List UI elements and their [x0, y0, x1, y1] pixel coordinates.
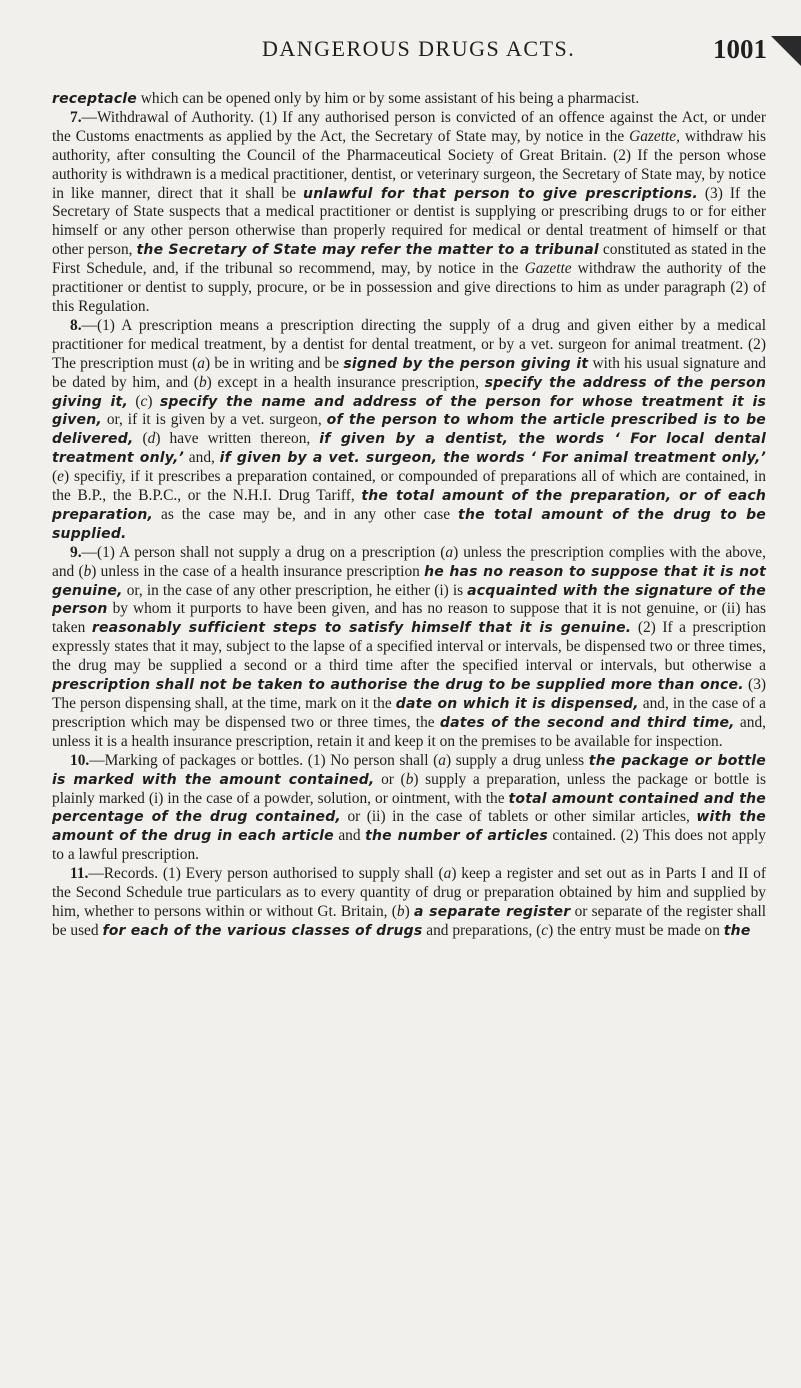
emphasis-text: prescription shall not be taken to authorise the drug to be supplied more than once. [52, 677, 744, 694]
emphasis-text: the number of articles [365, 828, 548, 845]
text-run: ) [147, 392, 160, 410]
emphasis-text: the Secretary of State may refer the matter to a tribunal [136, 242, 599, 259]
emphasis-text: receptacle [52, 91, 137, 107]
emphasis-text: total amount contained and the percentage of the drug contained, [52, 790, 766, 826]
italic-text: c [541, 921, 549, 939]
emphasis-text: the package or bottle is marked with the amount contained, [52, 752, 767, 788]
text-run: ) keep a register and set out as in Parts I and II of the Second Schedule true particulars as to every quantity of drug or preparation obtained by him and supplied by him, whether to persons within or without Gt. Britain, ( [52, 865, 767, 920]
text-run: and [333, 827, 366, 845]
running-head: DANGEROUS DRUGS ACTS. [262, 36, 576, 61]
text-run: by whom it purports to have been given, and has no reason to suppose that it is not genuine, or (ii) has taken [52, 600, 766, 637]
text-run: ) specifiy, if it prescribes a preparation contained, or compounded of preparations all of which are contained, in the B.P., the B.P.C., or the N.H.I. Drug Tariff, [52, 468, 766, 505]
emphasis-text: the total amount of the preparation, or of each preparation, [52, 488, 767, 523]
text-run: ) supply a preparation, unless the package or bottle is plainly marked (i) in the case of a powder, solution, or ointment, with the [52, 770, 766, 807]
italic-text: b [396, 902, 405, 920]
italic-text: c [140, 392, 148, 410]
paragraph [52, 90, 766, 109]
section-number: 11. [70, 865, 89, 883]
paragraph [52, 752, 766, 865]
text-run: ) except in a health insurance prescription, [206, 373, 485, 391]
text-run: ) unless the prescription complies with the above, and ( [52, 543, 766, 580]
text-run: and preparations, ( [422, 921, 542, 939]
page-corner-mark [771, 36, 801, 66]
page-header [0, 36, 801, 66]
emphasis-text: if given by a dentist, the words ‘ For local dental treatment only,’ [52, 431, 766, 467]
text-run: or separate of the register shall be used [52, 902, 766, 939]
emphasis-text: with the amount of the drug in each article [52, 809, 766, 845]
emphasis-text: date on which it is dispensed, [395, 696, 639, 712]
italic-text: b [83, 562, 92, 580]
section-number: 9. [70, 543, 82, 561]
text-run: (2) If a prescription expressly states that it may, subject to the lapse of a specified interval or intervals, be dispensed two or three times, the drug may be supplied a second or a third time after the specified interval or intervals, but otherwise a [52, 619, 766, 675]
text-run: ) be in writing and be [204, 354, 344, 372]
text-run: (3) If the Secretary of State suspects that a medical practitioner or dentist is supplying or prescribing drugs to or for either himself or any other person otherwise than properly required for medical or dental treatment of himself or that other person, [52, 184, 766, 259]
text-run: which can be opened only by him or by some assistant of his being a pharmacist. [136, 90, 640, 107]
emphasis-text: dates of the second and third time, [439, 714, 735, 731]
text-run: ( [52, 468, 58, 486]
italic-text: a [438, 751, 446, 769]
italic-text: e [57, 468, 64, 486]
section-number: 10. [70, 751, 90, 769]
emphasis-text: he has no reason to suppose that it is not genuine, [52, 563, 767, 599]
italic-text: b [405, 770, 414, 788]
italic-text: Gazette, [629, 127, 680, 145]
italic-text: d [147, 430, 156, 448]
paragraph [52, 865, 766, 941]
emphasis-text: if given by a vet. surgeon, the words ‘ For animal treatment only,’ [219, 450, 767, 467]
emphasis-text: specify the address of the person giving it, [52, 374, 766, 410]
emphasis-text: specify the name and address of the person for whose treatment it is given, [52, 393, 766, 429]
text-run: with his usual signature and be dated by him, and ( [52, 354, 766, 391]
paragraph [52, 109, 766, 317]
text-run: —(1) A person shall not supply a drug on a prescription ( [81, 543, 446, 561]
emphasis-text: the [723, 922, 751, 939]
text-run: ( [133, 430, 148, 448]
text-run: —Marking of packages or bottles. (1) No person shall ( [89, 751, 439, 769]
text-run: contained. (2) This does not apply to a lawful prescription. [52, 827, 766, 864]
text-run: (3) The person dispensing shall, at the time, mark on it the [52, 676, 767, 712]
paragraph [52, 317, 766, 544]
page-number: 1001 [713, 34, 767, 64]
text-run: ) [404, 902, 414, 920]
text-run: or, in the case of any other prescription, he either (i) is [122, 581, 468, 599]
text-run: as the case may be, and in any other case [153, 505, 459, 523]
italic-text: Gazette [524, 260, 572, 278]
section-number: 7. [70, 108, 82, 126]
text-run: withdraw the authority of the practitioner or dentist to supply, procure, or be in possession and give directions to him as under paragraph (2) of this Regulation. [52, 260, 767, 315]
emphasis-text: unlawful for that person to give prescriptions. [303, 185, 698, 202]
emphasis-text: of the person to whom the article prescribed is to be delivered, [52, 412, 766, 448]
text-run: ( [127, 392, 141, 410]
emphasis-text: a separate register [414, 903, 571, 920]
text-run: —Withdrawal of Authority. (1) If any authorised person is convicted of an offence against the Act, or under the Customs enactments as applied by the Act, the Secretary of State may, by notice in the [52, 108, 766, 145]
section-number: 8. [70, 316, 82, 334]
text-run: ) supply a drug unless [445, 751, 589, 769]
text-run: withdraw his authority, after consulting the Council of the Pharmaceutical Society of Great Britain. (2) If the person whose authority is withdrawn is a medical practitioner, dentist, or veterinary surgeon, the Secretary of State may, by notice in like manner, direct that it shall be [52, 127, 766, 202]
text-run: ) have written thereon, [155, 430, 320, 448]
text-run: —Records. (1) Every person authorised to supply shall ( [88, 865, 444, 883]
text-run: constituted as stated in the First Schedule, and, if the tribunal so recommend, may, by notice in the [52, 241, 766, 278]
paragraph [52, 544, 766, 752]
text-run: and, in the case of a prescription which may be dispensed two or three times, the [52, 695, 766, 731]
text-run: and, unless it is a health insurance prescription, retain it and keep it on the premises to be available for inspection. [52, 713, 767, 750]
italic-text: b [198, 373, 207, 391]
text-run: or (ii) in the case of tablets or other similar articles, [340, 808, 697, 826]
italic-text: a [197, 354, 205, 372]
italic-text: a [443, 865, 452, 883]
emphasis-text: signed by the person giving it [343, 355, 589, 372]
text-run: ) the entry must be made on [548, 921, 724, 939]
text-run: or, if it is given by a vet. surgeon, [101, 411, 327, 429]
text-run: ) unless in the case of a health insurance prescription [91, 562, 425, 580]
text-run: or ( [374, 770, 406, 788]
emphasis-text: the total amount of the drug to be supplied. [52, 506, 766, 542]
italic-text: a [445, 543, 454, 561]
text-run: —(1) A prescription means a prescription directing the supply of a drug and given either by a medical practitioner for medical treatment, by a dentist for dental treatment, or by a vet. surgeon for animal treatment. (2) The prescription must ( [52, 316, 766, 372]
body-text [52, 90, 766, 941]
emphasis-text: acquainted with the signature of the person [52, 582, 766, 618]
text-run: and, [184, 449, 220, 467]
emphasis-text: reasonably sufficient steps to satisfy himself that it is genuine. [91, 620, 632, 637]
emphasis-text: for each of the various classes of drugs [102, 922, 423, 939]
